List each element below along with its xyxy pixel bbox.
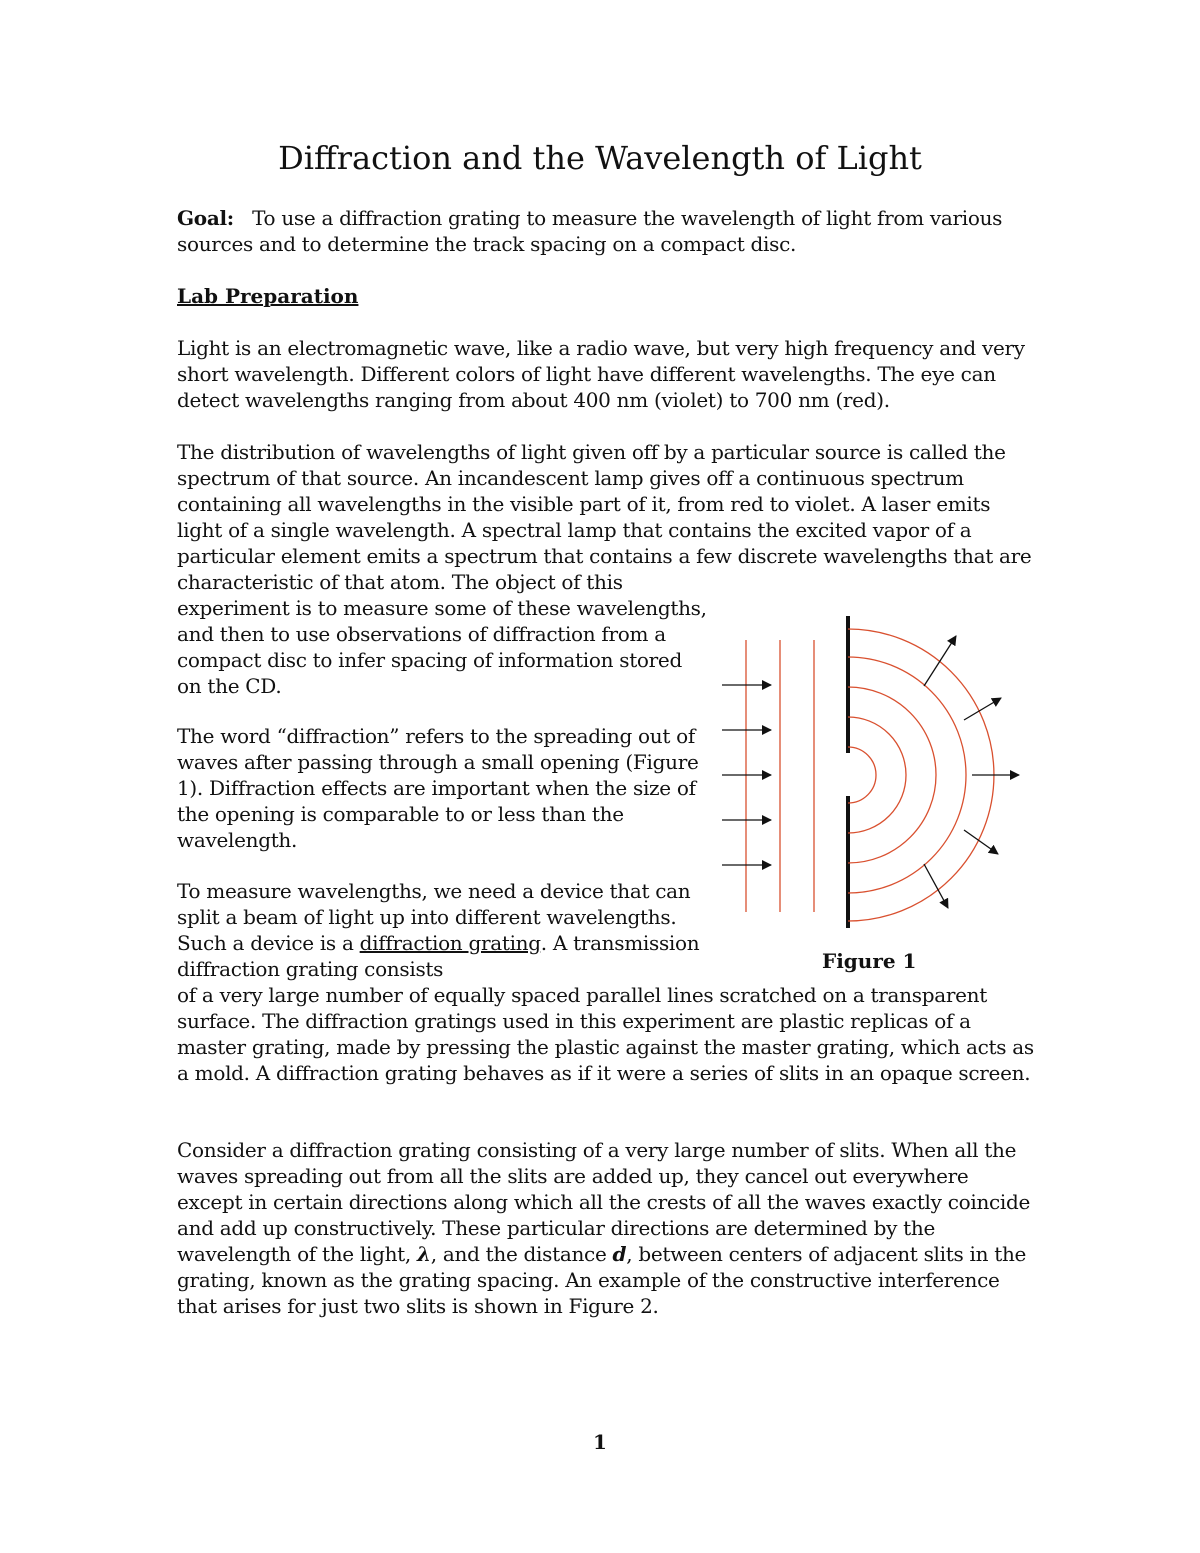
figure-1-diagram (716, 608, 1036, 928)
section-heading-lab-preparation: Lab Preparation (177, 284, 359, 308)
grating-intro-tail: . A transmission diffraction grating consists (177, 931, 700, 981)
paragraph-grating-intro (177, 878, 722, 982)
d-symbol: d (612, 1242, 627, 1266)
paragraph-grating-description: of a very large number of equally spaced parallel lines scratched on a transparent surface. The diffraction gratings used in this experiment are plastic replicas of a master grating, made by pressing the plastic against the master grating, which acts as a mold. A diffraction grating behaves as if it were a series of slits in an opaque screen. (177, 983, 1034, 1085)
goal-paragraph (177, 205, 1037, 257)
grating-intro-text: To measure wavelengths, we need a device that can split a beam of light up into different wavelengths. Such a device is a (177, 879, 691, 955)
outgoing-wavefront-2 (848, 717, 906, 833)
interference-text-3: , between centers of adjacent slits in the grating, known as the grating spacing. An example of the constructive interference that arises for just two slits is shown in Figure 2. (177, 1242, 1027, 1318)
outgoing-arrow-up (924, 636, 956, 686)
paragraph-constructive-interference (177, 1137, 1037, 1319)
paragraph-light-wave: Light is an electromagnetic wave, like a radio wave, but very high frequency and very short wavelength. Different colors of light have different wavelengths. The eye can detect wavelengths ranging from about 400 nm (violet) to 700 nm (red). (177, 336, 1025, 412)
figure-1-caption: Figure 1 (822, 949, 917, 973)
paragraph-spectrum-continued: experiment is to measure some of these wavelengths, and then to use observations of diffraction from a compact disc to infer spacing of information stored on the CD. (177, 596, 707, 698)
outgoing-wavefront-3 (848, 687, 936, 863)
lambda-symbol: λ (417, 1242, 431, 1266)
diffraction-grating-term: diffraction grating (359, 931, 541, 955)
page-title: Diffraction and the Wavelength of Light (278, 139, 922, 177)
goal-label: Goal: (177, 206, 234, 230)
interference-text-2: , and the distance (430, 1242, 613, 1266)
goal-text: To use a diffraction grating to measure the wavelength of light from various sources and to determine the track spacing on a compact disc. (177, 206, 1003, 256)
outgoing-wavefront-1 (848, 747, 876, 803)
page-number: 1 (593, 1430, 607, 1454)
outgoing-wavefront-4 (848, 657, 966, 893)
outgoing-arrow-down (924, 864, 948, 908)
diffraction-diagram-svg (716, 608, 1036, 928)
paragraph-diffraction-definition: The word “diffraction” refers to the spreading out of waves after passing through a small opening (Figure 1). Diffraction effects are important when the size of the opening is comparable to or less than the wavelength. (177, 724, 699, 852)
paragraph-spectrum: The distribution of wavelengths of light given off by a particular source is called the spectrum of that source. An incandescent lamp gives off a continuous spectrum containing all wavelengths in the visible part of it, from red to violet. A laser emits light of a single wavelength. A spectral lamp that contains the excited vapor of a particular element emits a spectrum that contains a few discrete wavelengths that are characteristic of that atom. The object of this (177, 440, 1032, 594)
interference-text-1: Consider a diffraction grating consisting of a very large number of slits. When all the waves spreading out from all the slits are added up, they cancel out everywhere except in certain directions along which all the crests of all the waves exactly coincide and add up constructively. These particular directions are determined by the wavelength of the light, (177, 1138, 1031, 1266)
